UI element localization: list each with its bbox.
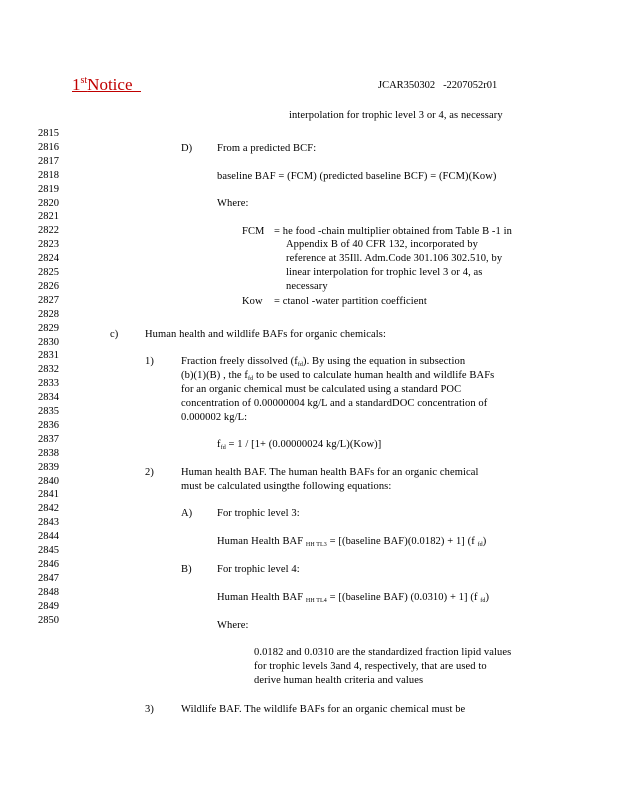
lipid-definition-line: for trophic levels 3and 4, respectively, that are used to [254, 661, 487, 672]
baseline-equation: baseline BAF = (FCM) (predicted baseline BCF) = (FCM)(Kow) [217, 171, 497, 182]
line-number: 2821 [38, 211, 59, 223]
line-number: 2840 [38, 475, 59, 487]
line-number: 2831 [38, 350, 59, 362]
item-1-line: concentration of 0.00000004 kg/L and a standardDOC concentration of [181, 398, 488, 409]
line-number: 2833 [38, 378, 59, 390]
line-number: 2848 [38, 586, 59, 598]
line-number: 2847 [38, 572, 59, 584]
line-number: 2819 [38, 183, 59, 195]
line-number: 2823 [38, 239, 59, 251]
subsection-label-c: c) [110, 329, 119, 340]
document-id: JCAR350302 -2207052r01 [378, 80, 498, 91]
line-number: 2820 [38, 197, 59, 209]
fcm-definition: = he food -chain multiplier obtained from Table B -1 in [274, 226, 512, 237]
line-number: 2835 [38, 406, 59, 417]
fcm-term: FCM [242, 226, 265, 237]
item-2-line: must be calculated usingthe following equations: [181, 481, 392, 492]
lipid-definition-line: derive human health criteria and values [254, 675, 424, 686]
line-number: 2846 [38, 558, 59, 570]
line-number: 2826 [38, 280, 59, 292]
line-number: 2816 [38, 141, 59, 153]
item-label-b: B) [181, 564, 192, 575]
line-number: 2838 [38, 447, 59, 459]
line-number: 2849 [38, 600, 59, 612]
line-number: 2818 [38, 169, 59, 181]
line-number: 2839 [38, 461, 59, 473]
where-label: Where: [217, 198, 249, 209]
item-1-line: 0.000002 kg/L: [181, 412, 248, 423]
item-1-line: (b)(1)(B) , the $f_{fd}$ to be used to calculate human health and wildlife BAFs [181, 370, 495, 382]
item-b-text: For trophic level 4: [217, 564, 300, 575]
item-1-line: Fraction freely dissolved $(f_{fd})$. By using the equation in subsection [181, 356, 466, 368]
line-number: 2834 [38, 392, 59, 404]
ffd-equation: $f_{fd} = 1 / [1+ (0.00000024$ kg/L)(Kow)] [217, 439, 382, 451]
line-number: 2843 [38, 517, 59, 529]
line-number: 2824 [38, 253, 59, 265]
fcm-definition-line: linear interpolation for trophic level 3 or 4, as [286, 267, 483, 278]
item-label-2: 2) [145, 467, 154, 478]
tl3-equation: Human Health BAF $_{HH TL3}$ = [(baseline BAF)(0.0182) + 1] (f $_{fd}$) [217, 536, 487, 548]
item-2-line: Human health BAF. The human health BAFs for an organic chemical [181, 467, 479, 478]
line-number: 2837 [38, 433, 59, 445]
fcm-definition-line: Appendix B of 40 CFR 132, incorporated by [286, 239, 478, 250]
line-number: 2828 [38, 308, 59, 320]
line-number: 2815 [38, 128, 59, 139]
kow-definition: = ctanol -water partition coefficient [274, 296, 427, 307]
line-number: 2829 [38, 322, 59, 334]
line-number: 2830 [38, 336, 59, 348]
line-number: 2825 [38, 267, 59, 278]
line-number: 2827 [38, 294, 59, 306]
line-number: 2844 [38, 531, 59, 543]
tl4-equation: Human Health BAF $_{HH TL4}$ = [(baseline BAF) (0.0310) + 1] (f $_{fd}$) [217, 592, 490, 604]
line-number: 2822 [38, 225, 59, 237]
item-label-a: A) [181, 508, 193, 519]
fcm-definition-line: necessary [286, 281, 328, 292]
line-number: 2836 [38, 419, 59, 431]
line-number: 2842 [38, 503, 59, 515]
kow-term: Kow [242, 296, 263, 307]
line-number: 2817 [38, 155, 59, 167]
item-label-d: D) [181, 143, 193, 154]
line-number: 2845 [38, 545, 59, 556]
item-label-1: 1) [145, 356, 154, 367]
subsection-c-heading: Human health and wildlife BAFs for organic chemicals: [145, 329, 387, 340]
notice-heading: 1stNotice [72, 75, 133, 94]
continuation-line: interpolation for trophic level 3 or 4, as necessary [289, 110, 503, 121]
item-a-text: For trophic level 3: [217, 508, 300, 519]
item-label-3: 3) [145, 704, 154, 715]
line-number: 2832 [38, 364, 59, 376]
item-3-line: Wildlife BAF. The wildlife BAFs for an organic chemical must be [181, 704, 466, 715]
line-number: 2850 [38, 614, 59, 626]
item-d-text: From a predicted BCF: [217, 143, 317, 154]
lipid-definition-line: 0.0182 and 0.0310 are the standardized fraction lipid values [254, 647, 512, 658]
line-number: 2841 [38, 489, 59, 501]
where-label: Where: [217, 620, 249, 631]
item-1-line: for an organic chemical must be calculated using a standard POC [181, 384, 462, 395]
fcm-definition-line: reference at 35Ill. Adm.Code 301.106 302.510, by [286, 253, 503, 264]
